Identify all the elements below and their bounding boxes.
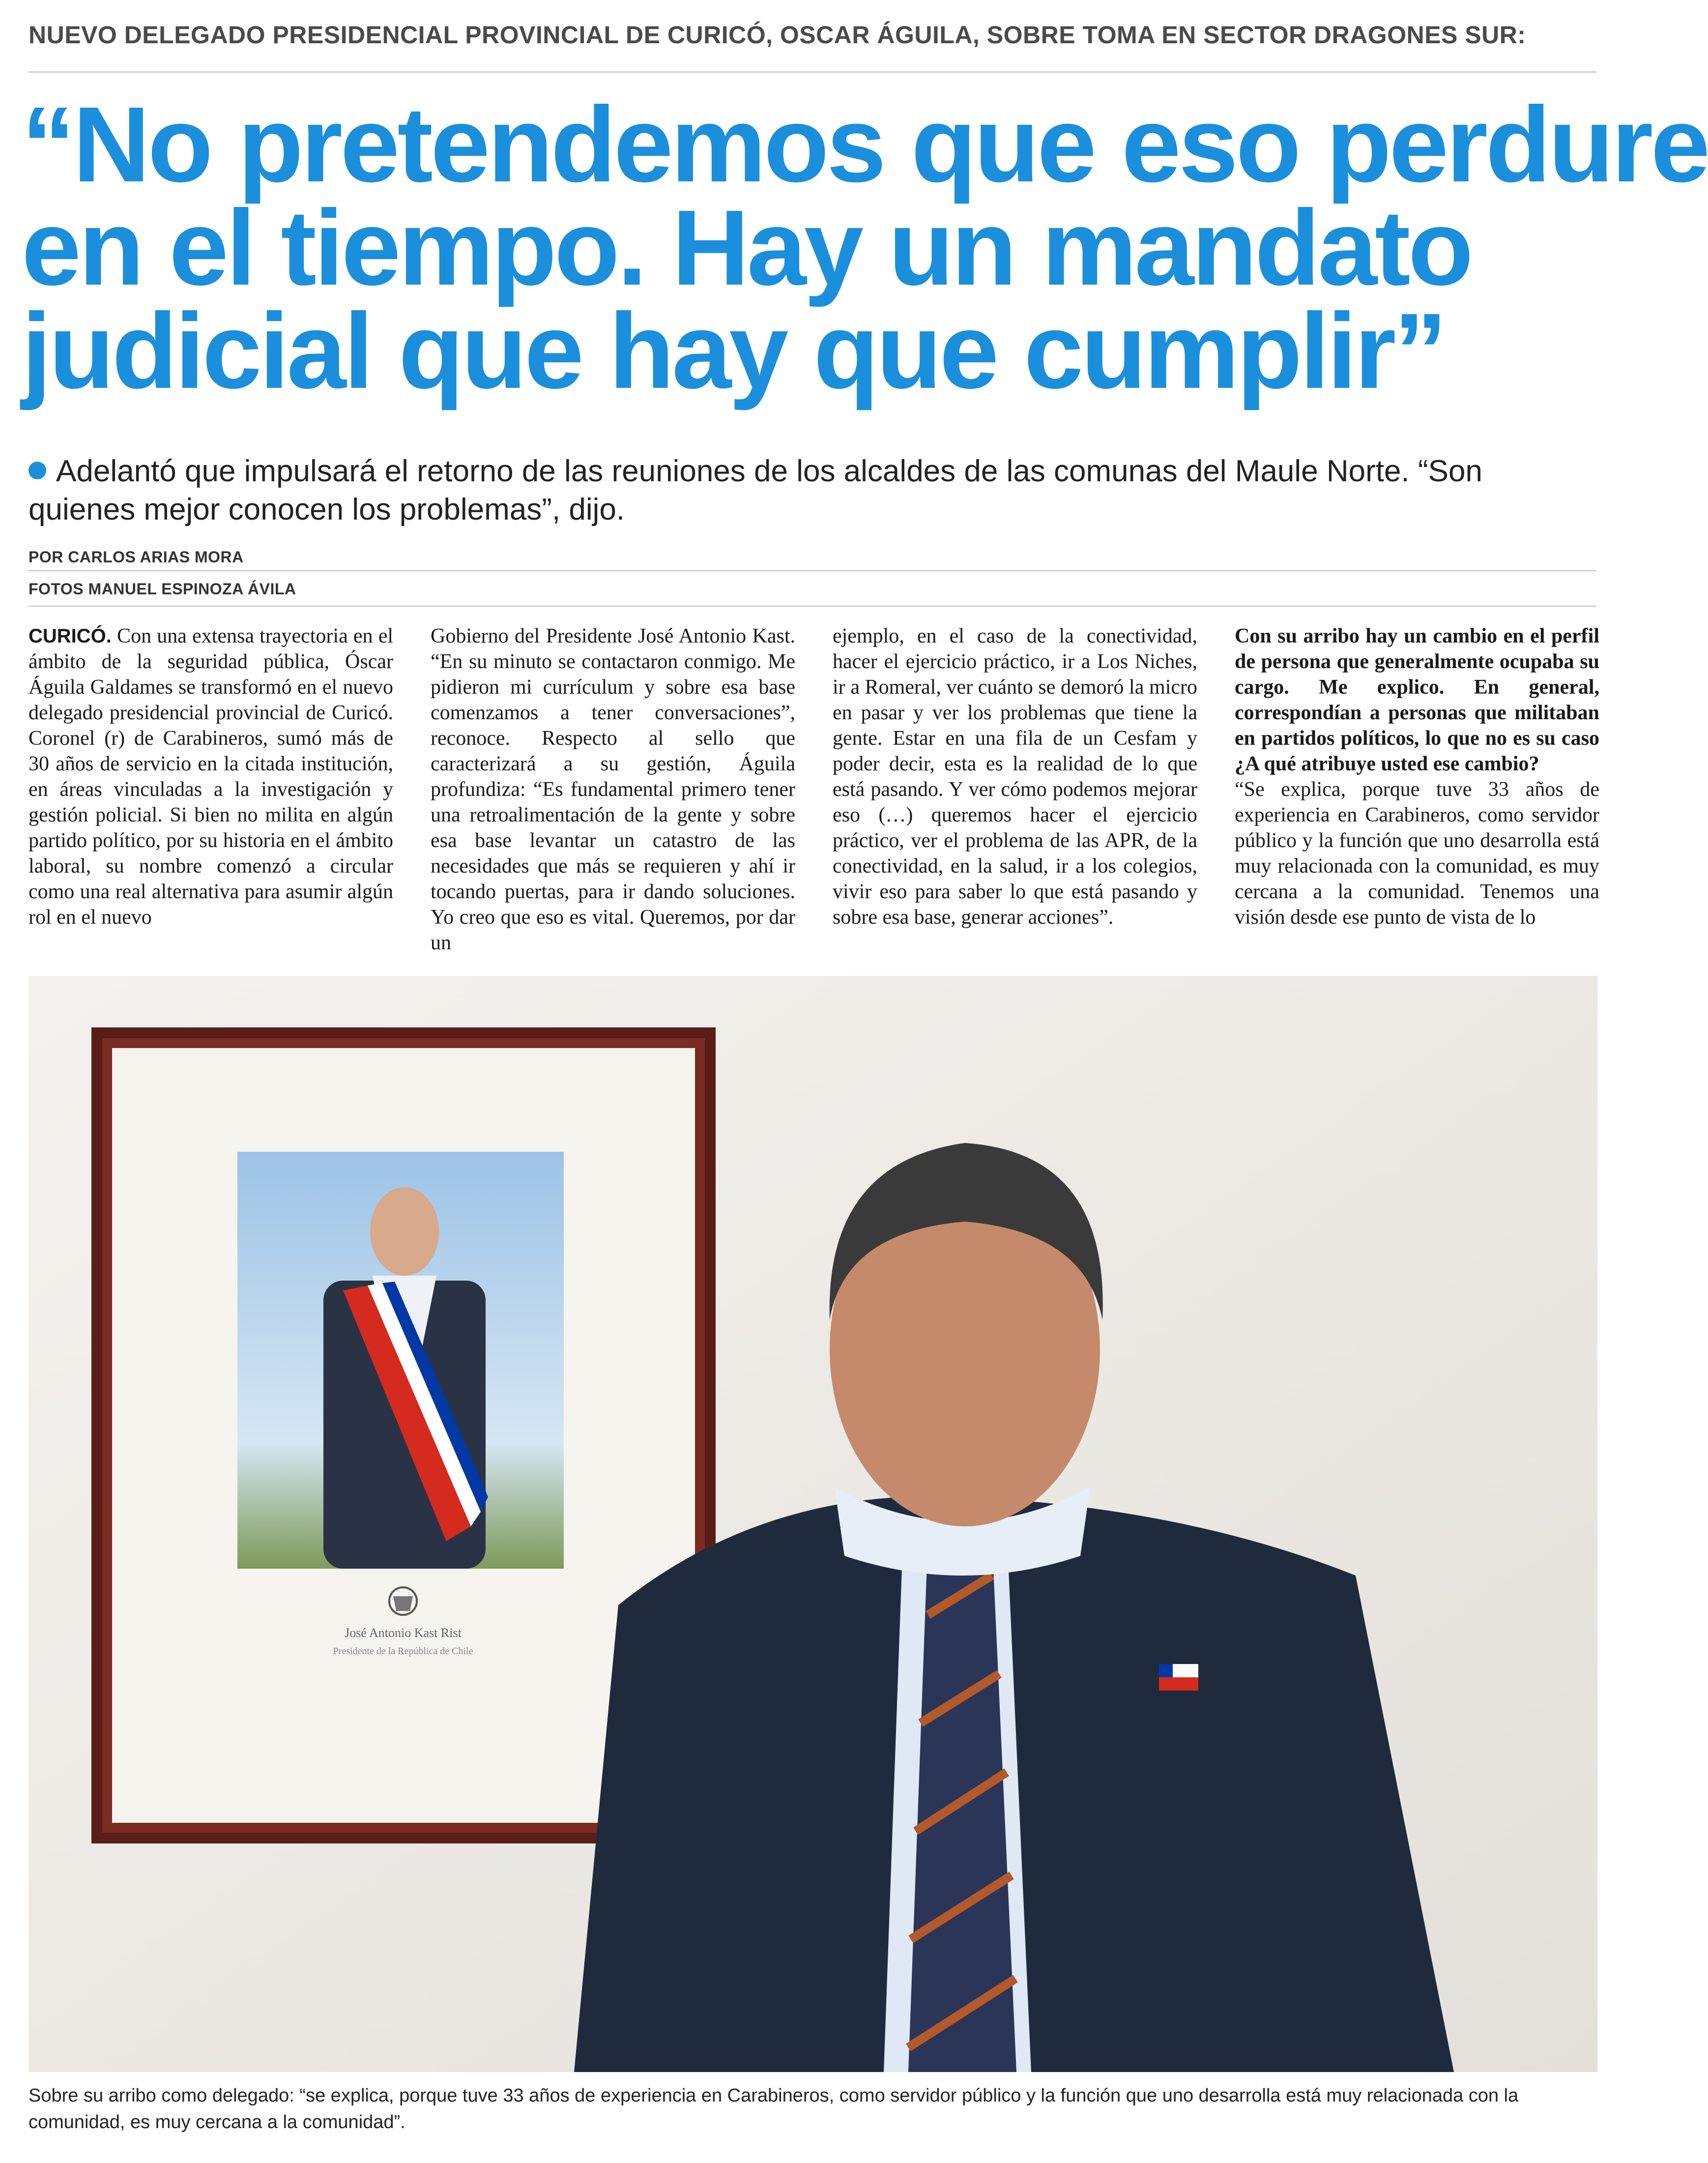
dateline: CURICÓ.: [29, 625, 112, 647]
kicker-divider: [29, 71, 1596, 73]
byline-author: POR CARLOS ARIAS MORA: [29, 548, 244, 566]
body-text-4: “Se explica, porque tuve 33 años de experiencia en Carabineros, como servidor público y la función que uno desarrolla está muy relacionada con la comunidad, es muy cercana a la comunidad. Tenemos una visión desde ese punto de vista de lo: [1235, 778, 1599, 929]
body-text-3: ejemplo, en el caso de la conectividad, hacer el ejercicio práctico, ir a Los Niches, ir a Romeral, ver cuánto se demoró la micro en pasar y ver los problemas que tiene la gente. Estar en una fila de un Cesfam y poder decir, esta es la realidad de lo que está pasando. Y ver cómo podemos mejorar eso (…) queremos hacer el ejercicio práctico, ver el problema de las APR, de la conectividad, en la salud, ir a los colegios, vivir eso para saber lo que está pasando y sobre esa base, generar acciones”.: [833, 625, 1197, 929]
article-body: [29, 623, 1599, 954]
body-column-1: [29, 623, 393, 956]
article-summary: [29, 452, 1592, 529]
body-text-2: Gobierno del Presidente José Antonio Kast. “En su minuto se contactaron conmigo. Me pidieron mi currículum y sobre esa base comenzamos a tener conversaciones”, reconoce. Respecto al sello que caracterizará a su gestión, Águila profundiza: “Es fundamental primero tener una retroalimentación de la gente y sobre esa base levantar un catastro de las necesidades que más se requieren y ahí ir tocando puertas, para ir dando soluciones. Yo creo que eso es vital. Queremos, por dar un: [431, 625, 795, 954]
article-headline: [22, 85, 1708, 411]
photo-illustration: [29, 976, 1597, 2072]
frame-caption-title: Presidente de la República de Chile: [333, 1646, 473, 1657]
interview-question: Con su arribo hay un cambio en el perfil de persona que generalmente ocupaba su cargo. Me explico. En general, correspondían a personas que militaban en partidos políticos, lo que no es su caso ¿A qué atribuye usted ese cambio?: [1235, 625, 1599, 775]
photo-caption: Sobre su arribo como delegado: “se explica, porque tuve 33 años de experiencia en Carabineros, como servidor público y la función que uno desarrolla está muy relacionada con la comunidad, es muy cercana a la comunidad”.: [29, 2085, 1519, 2133]
byline-divider: [29, 570, 1596, 571]
bullet-dot-icon: [29, 462, 46, 479]
body-column-3: [833, 623, 1197, 956]
headline-line-2: en el tiempo. Hay un mandato: [22, 188, 1471, 308]
article-kicker: NUEVO DELEGADO PRESIDENCIAL PROVINCIAL DE CURICÓ, OSCAR ÁGUILA, SOBRE TOMA EN SECTOR DRAGONES SUR:: [29, 21, 1526, 49]
frame-caption-name: José Antonio Kast Rist: [345, 1626, 462, 1640]
byline-photos: FOTOS MANUEL ESPINOZA ÁVILA: [29, 580, 296, 598]
summary-text: Adelantó que impulsará el retorno de las reuniones de los alcaldes de las comunas del Maule Norte. “Son quienes mejor conocen los problemas”, dijo.: [29, 454, 1482, 526]
chile-flag-pin-icon: [1159, 1664, 1198, 1691]
headline-line-3: judicial que hay que cumplir”: [22, 292, 1445, 411]
headline-line-1: “No pretendemos que eso perdure: [22, 85, 1708, 205]
body-column-4: [1235, 623, 1599, 956]
article-photo: [29, 976, 1597, 2072]
body-column-2: [431, 623, 795, 956]
body-divider: [29, 606, 1596, 607]
body-text-1: Con una extensa trayectoria en el ámbito de la seguridad pública, Óscar Águila Galdames se transformó en el nuevo delegado presidencial provincial de Curicó. Coronel (r) de Carabineros, sumó más de 30 años de servicio en la citada institución, en áreas vinculadas a la investigación y gestión policial. Si bien no milita en algún partido político, por su historia en el ámbito laboral, su nombre comenzó a circular como una real alternativa para asumir algún rol en el nuevo: [29, 625, 393, 929]
